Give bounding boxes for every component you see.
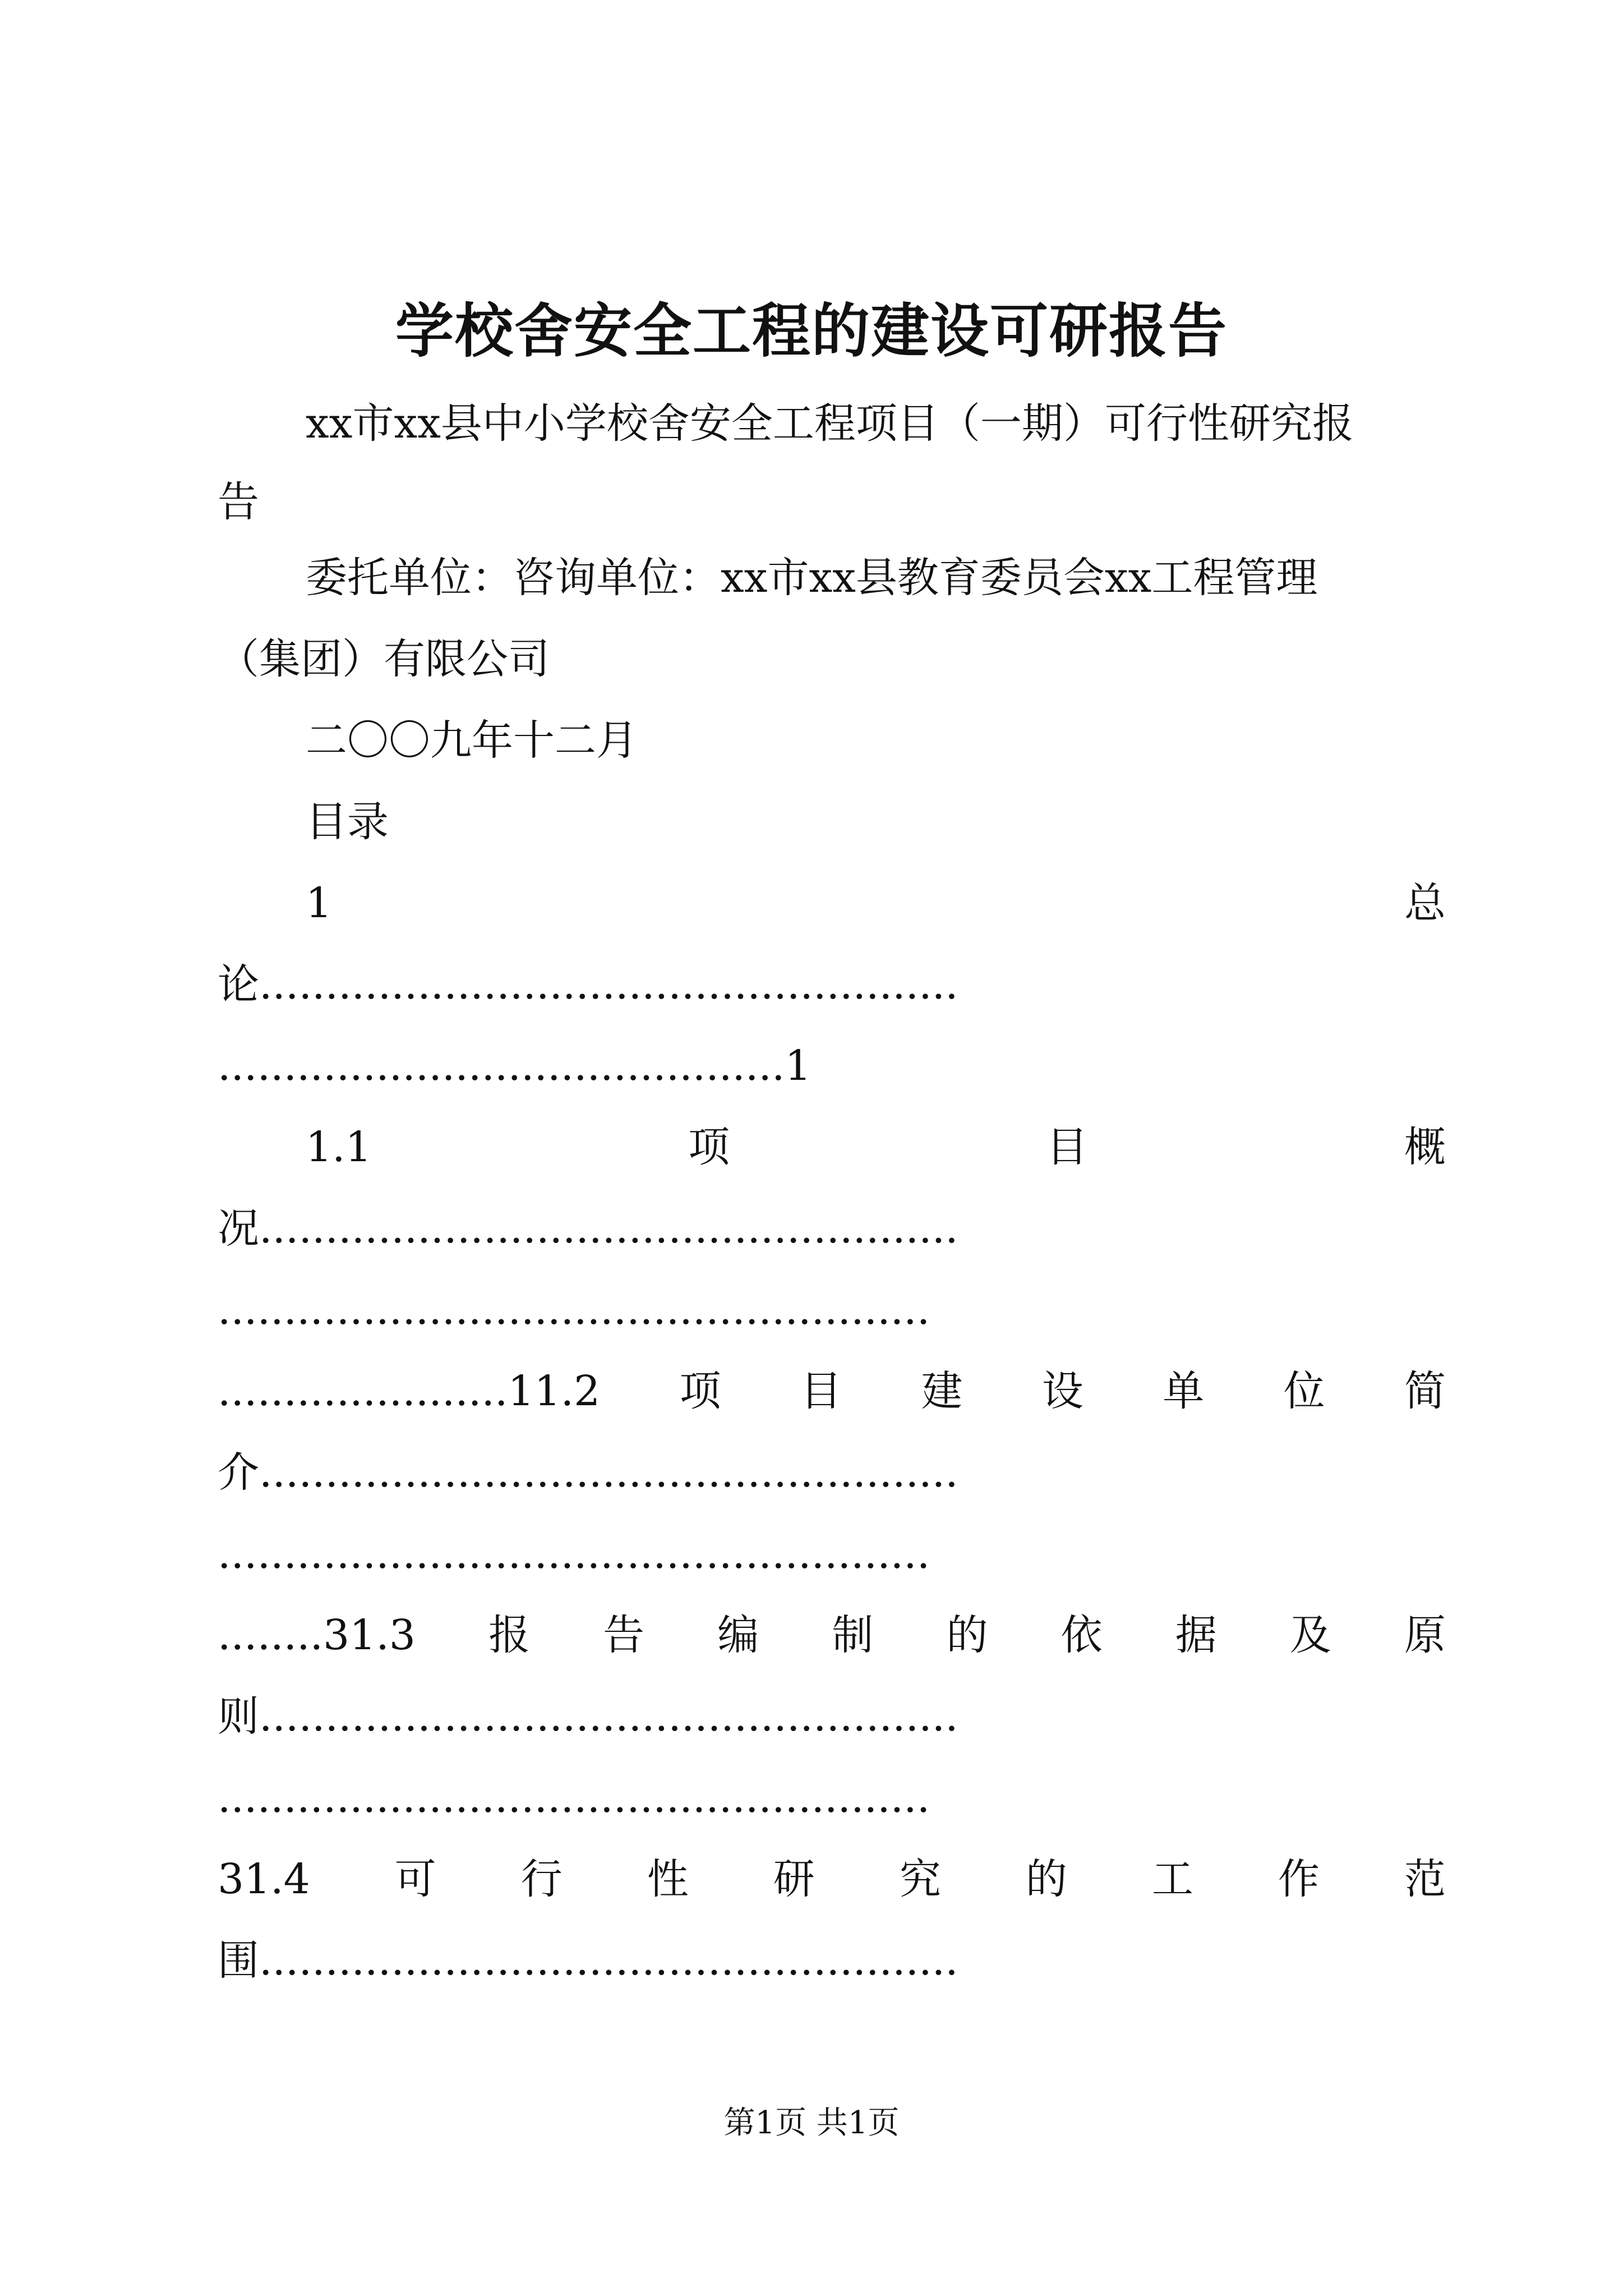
- toc-entry-1-3-leader: 则.....................................................: [218, 1692, 958, 1741]
- toc-text: 作: [1278, 1855, 1320, 1903]
- toc-text: 单: [1163, 1367, 1205, 1415]
- toc-text: 31.4: [218, 1855, 310, 1903]
- toc-text: 可: [394, 1855, 436, 1903]
- toc-entry-1-1-leader-2: ......................................................: [218, 1286, 930, 1334]
- toc-text: 项: [688, 1123, 730, 1171]
- toc-text: 研: [773, 1855, 815, 1903]
- client-line-2: （集团）有限公司: [218, 635, 550, 683]
- toc-text: 的: [946, 1611, 988, 1659]
- toc-text: 制: [832, 1611, 874, 1659]
- toc-text: 设: [1041, 1367, 1083, 1415]
- toc-text: 告: [603, 1611, 645, 1659]
- toc-text: 项: [679, 1367, 721, 1415]
- toc-text: 简: [1404, 1367, 1446, 1415]
- toc-text: 依: [1061, 1611, 1103, 1659]
- client-line-1: 委托单位：咨询单位：xx市xx县教育委员会xx工程管理: [306, 554, 1318, 602]
- toc-entry-1-3-head: [218, 1604, 1446, 1666]
- toc-text: 及: [1289, 1611, 1331, 1659]
- toc-text: ........31.3: [218, 1611, 416, 1659]
- toc-text: 建: [921, 1367, 963, 1415]
- toc-text: 目: [800, 1367, 842, 1415]
- toc-text: 性: [647, 1855, 689, 1903]
- toc-text: 究: [899, 1855, 941, 1903]
- toc-entry-1-page: ...........................................1: [218, 1042, 811, 1090]
- toc-entry-1-1-leader: 况.....................................................: [218, 1204, 958, 1253]
- page-footer: 第1页 共1页: [723, 2105, 900, 2141]
- toc-text: 位: [1283, 1367, 1325, 1415]
- toc-text: ......................11.2: [218, 1367, 601, 1415]
- toc-text: 总: [1404, 879, 1446, 927]
- toc-entry-1-4-leader: 围.....................................................: [218, 1936, 958, 1985]
- toc-entry-1-3-leader-2: ......................................................: [218, 1774, 930, 1822]
- toc-number: 1: [306, 879, 333, 927]
- toc-entry-1-4-head: [218, 1848, 1446, 1910]
- toc-text: 据: [1175, 1611, 1217, 1659]
- toc-text: 工: [1151, 1855, 1193, 1903]
- toc-text: 目: [1046, 1123, 1088, 1171]
- toc-text: 行: [520, 1855, 562, 1903]
- toc-heading: 目录: [306, 798, 389, 846]
- toc-text: 原: [1404, 1611, 1446, 1659]
- subtitle-line-2: 告: [218, 478, 259, 526]
- toc-text: 报: [488, 1611, 531, 1659]
- document-title: 学校舍安全工程的建设可研报告: [395, 296, 1228, 365]
- toc-text: 编: [717, 1611, 759, 1659]
- toc-text: 的: [1025, 1855, 1067, 1903]
- toc-entry-1-2-leader-2: ......................................................: [218, 1530, 930, 1578]
- toc-text: 概: [1404, 1123, 1446, 1171]
- date-line: 二〇〇九年十二月: [306, 716, 638, 765]
- toc-entry-1-1-head: [306, 1116, 1446, 1178]
- toc-entry-1-2-leader: 介.....................................................: [218, 1448, 958, 1497]
- toc-number: 1.1: [306, 1123, 372, 1171]
- subtitle-line-1: xx市xx县中小学校舍安全工程项目（一期）可行性研究报: [306, 399, 1354, 448]
- toc-entry-1-2-head: [218, 1360, 1446, 1422]
- toc-entry-1-leader: 论.....................................................: [218, 960, 958, 1009]
- toc-entry-1-head: [306, 872, 1446, 934]
- toc-text: 范: [1404, 1855, 1446, 1903]
